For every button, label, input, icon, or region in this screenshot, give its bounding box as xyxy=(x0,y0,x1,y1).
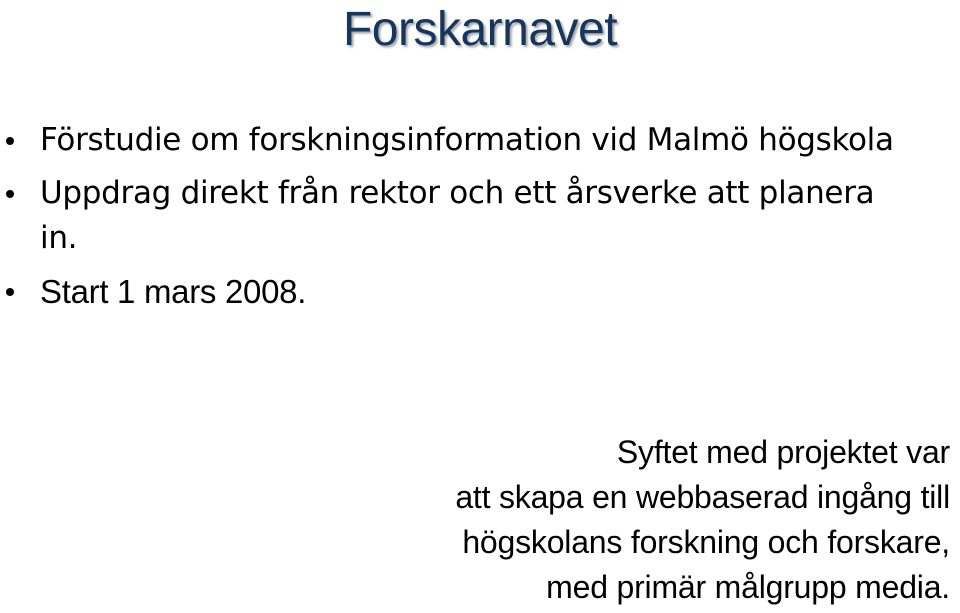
bullet-dot-icon xyxy=(6,190,14,198)
bullet-item xyxy=(0,171,960,261)
purpose-text-block xyxy=(350,430,950,610)
purpose-line: högskolans forskning och forskare, xyxy=(462,524,950,560)
bullet-dot-icon xyxy=(6,137,14,145)
slide-title: Forskarnavet xyxy=(342,3,618,56)
purpose-line: Syftet med projektet var xyxy=(616,434,950,470)
bullet-item xyxy=(0,269,960,314)
bullet-text: Uppdrag direkt från rektor och ett årsverke att planera in. xyxy=(40,175,875,256)
bullet-text: Förstudie om forskningsinformation vid Malmö högskola xyxy=(40,122,894,158)
bullet-dot-icon xyxy=(6,288,14,296)
purpose-line: med primär målgrupp media. xyxy=(546,569,950,605)
bullet-item xyxy=(0,118,960,163)
purpose-line: att skapa en webbaserad ingång till xyxy=(455,479,950,515)
bullet-list xyxy=(0,118,960,322)
bullet-text: Start 1 mars 2008. xyxy=(40,273,307,310)
